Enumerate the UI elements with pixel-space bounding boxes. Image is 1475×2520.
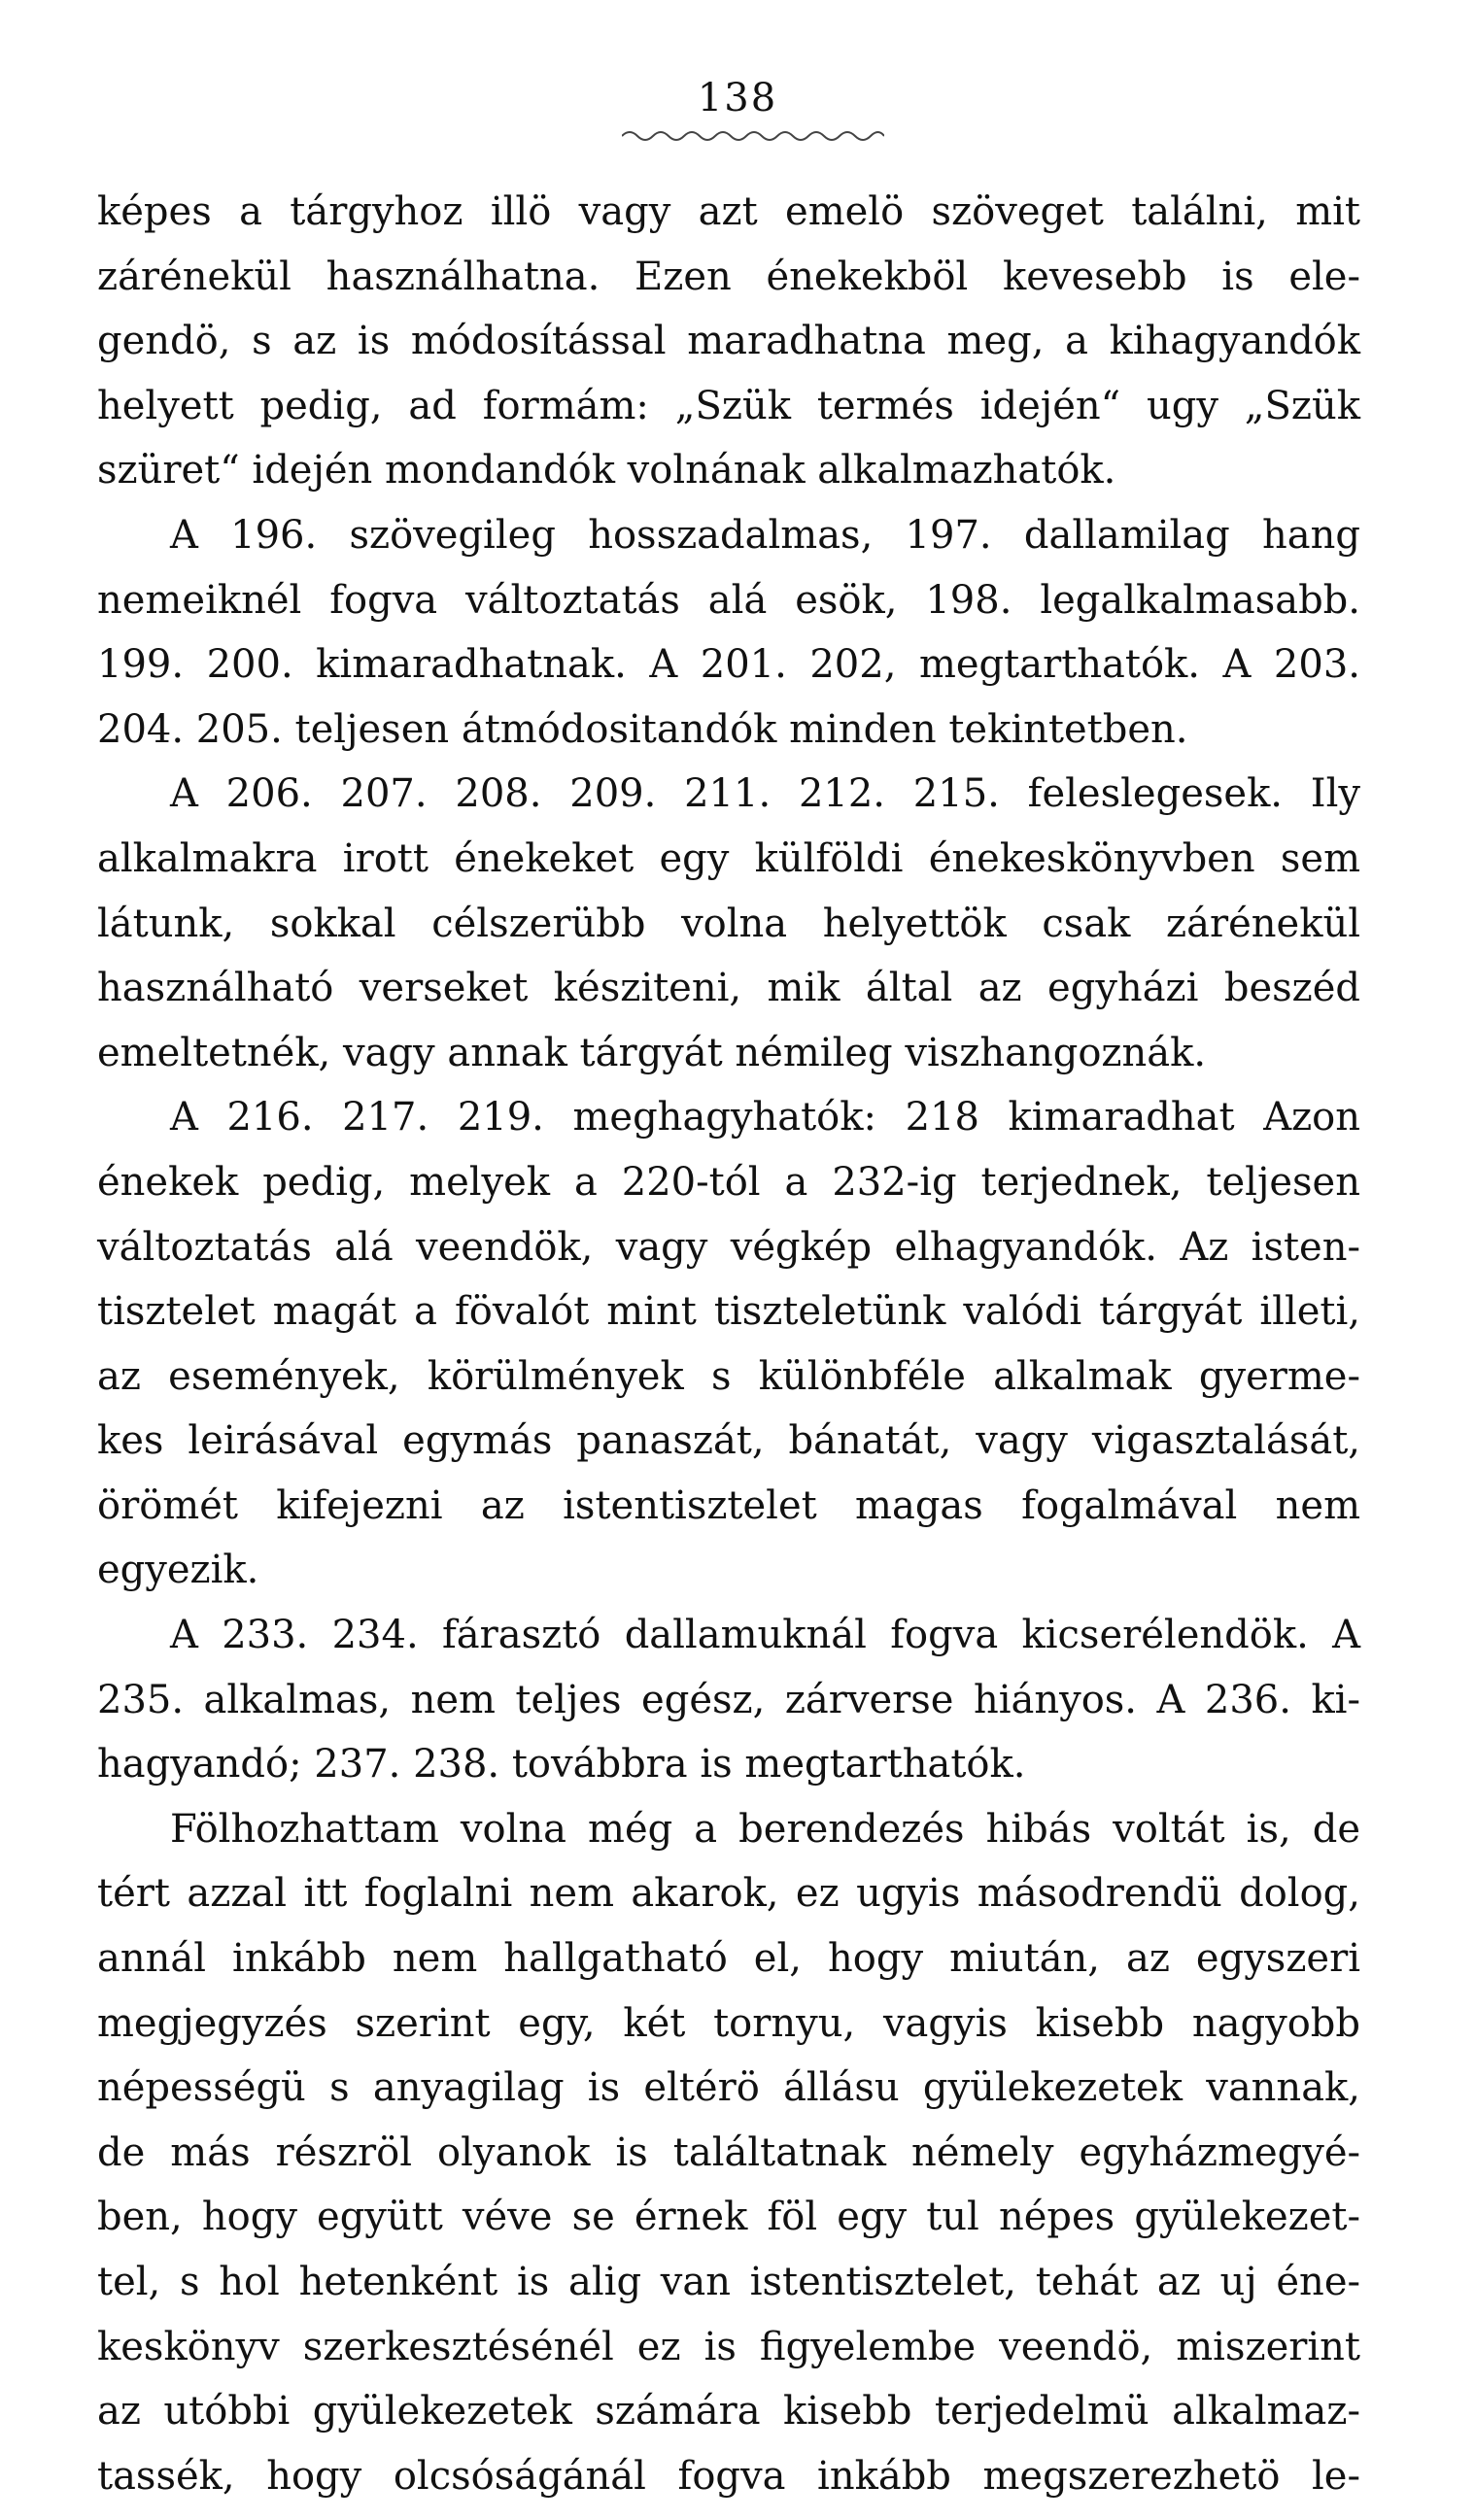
text-line: énekek pedig, melyek a 220-tól a 232-ig terjednek, teljesen xyxy=(97,1159,1360,1205)
text-line: népességü s anyagilag is eltérö állásu gyülekezetek vannak, xyxy=(97,2065,1360,2111)
text-line: az események, körülmények s különbféle alkalmak gyerme- xyxy=(97,1353,1360,1399)
text-line: 235. alkalmas, nem teljes egész, zárverse hiányos. A 236. ki- xyxy=(97,1677,1360,1722)
text-line: hagyandó; 237. 238. továbbra is megtarthatók. xyxy=(97,1742,1026,1788)
text-line: A 196. szövegileg hosszadalmas, 197. dallamilag hang xyxy=(170,512,1360,558)
text-line: nemeiknél fogva változtatás alá esök, 198. legalkalmasabb. xyxy=(97,577,1360,623)
text-line: látunk, sokkal célszerübb volna helyettök csak zárénekül xyxy=(97,901,1360,946)
text-line: gendö, s az is módosítással maradhatna meg, a kihagyandók xyxy=(97,319,1360,364)
text-line: ben, hogy együtt véve se érnek föl egy tul népes gyülekezet- xyxy=(97,2195,1360,2240)
text-line: keskönyv szerkesztésénél ez is figyelembe veendö, miszerint xyxy=(97,2324,1360,2369)
text-line: Fölhozhattam volna még a berendezés hibás voltát is, de xyxy=(170,1806,1360,1852)
text-line: örömét kifejezni az istentisztelet magas fogalmával nem xyxy=(97,1482,1360,1528)
text-line: zárénekül használhatna. Ezen énekekböl kevesebb is ele- xyxy=(97,254,1360,299)
text-line: szüret“ idején mondandók volnának alkalmazhatók. xyxy=(97,448,1116,494)
text-line: tért azzal itt foglalni nem akarok, ez ugyis másodrendü dolog, xyxy=(97,1871,1360,1917)
text-line: helyett pedig, ad formám: „Szük termés idején“ ugy „Szük xyxy=(97,383,1360,428)
text-line: változtatás alá veendök, vagy végkép elhagyandók. Az isten- xyxy=(97,1224,1360,1270)
text-line: alkalmakra irott énekeket egy külföldi énekeskönyvben sem xyxy=(97,835,1360,881)
text-line: megjegyzés szerint egy, két tornyu, vagyis kisebb nagyobb xyxy=(97,2000,1360,2046)
text-line: A 233. 234. fárasztó dallamuknál fogva kicserélendök. A xyxy=(170,1613,1360,1658)
text-line: tel, s hol hetenként is alig van istentisztelet, tehát az uj éne- xyxy=(97,2260,1360,2304)
text-line: egyezik. xyxy=(97,1548,259,1593)
text-line: A 206. 207. 208. 209. 211. 212. 215. feleslegesek. Ily xyxy=(170,771,1360,817)
text-line: 204. 205. teljesen átmódositandók minden tekintetben. xyxy=(97,706,1188,752)
text-line: 199. 200. kimaradhatnak. A 201. 202, megtarthatók. A 203. xyxy=(97,642,1360,688)
body-text xyxy=(97,180,1360,2508)
text-line: használható verseket késziteni, mik által az egyházi beszéd xyxy=(97,966,1360,1011)
decorative-rule-icon xyxy=(622,126,884,146)
text-line: emeltetnék, vagy annak tárgyát némileg viszhangoznák. xyxy=(97,1030,1207,1075)
text-line: kes leirásával egymás panaszát, bánatát, vagy vigasztalását, xyxy=(97,1418,1360,1464)
text-line: tisztelet magát a fövalót mint tiszteletünk valódi tárgyát illeti, xyxy=(97,1289,1360,1335)
page-number: 138 xyxy=(697,76,778,120)
text-line: annál inkább nem hallgatható el, hogy miután, az egyszeri xyxy=(97,1936,1360,1982)
text-line: képes a tárgyhoz illö vagy azt emelö szöveget találni, mit xyxy=(97,189,1360,234)
text-line: A 216. 217. 219. meghagyhatók: 218 kimaradhat Azon xyxy=(170,1095,1360,1141)
text-line: tassék, hogy olcsóságánál fogva inkább megszerezhetö le- xyxy=(97,2453,1360,2499)
text-line: az utóbbi gyülekezetek számára kisebb terjedelmü alkalmaz- xyxy=(97,2389,1360,2435)
text-line: de más részröl olyanok is találtatnak némely egyházmegyé- xyxy=(97,2129,1360,2175)
